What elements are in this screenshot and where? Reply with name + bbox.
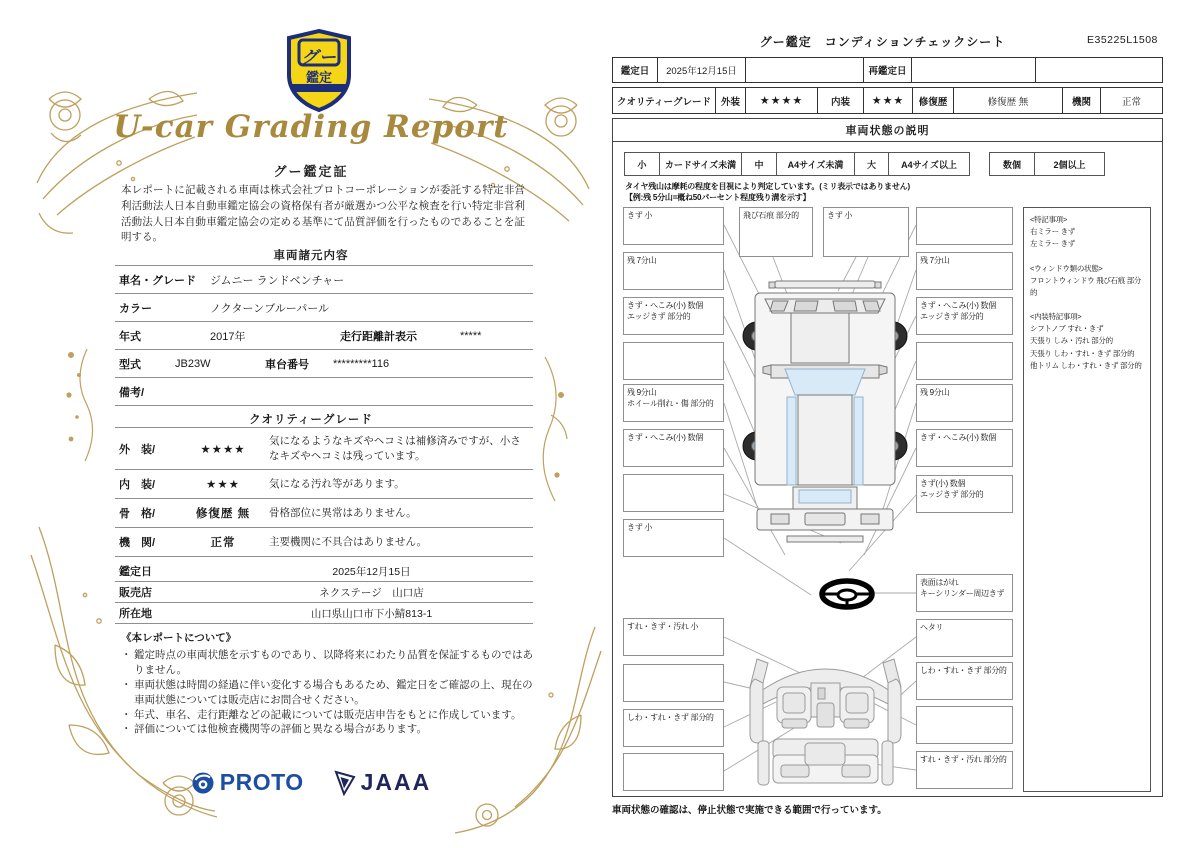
remarks-panel xyxy=(1023,207,1151,792)
vehicle-condition-box xyxy=(612,118,1163,797)
remarks-line: 天張り しわ・すれ・きず 部分的 xyxy=(1030,348,1135,358)
steering-wheel-icon xyxy=(818,578,876,610)
spec-label: 走行距離計表示 xyxy=(340,330,417,343)
date-label-cell: 鑑定日 xyxy=(613,58,658,82)
quality-grade-table xyxy=(115,427,533,557)
grade-row-engine xyxy=(115,528,533,557)
damage-note-box xyxy=(739,207,813,257)
remarks-line: <ウィンドウ類の状態> xyxy=(1030,263,1103,273)
jaaa-wordmark: JAAA xyxy=(360,769,432,795)
remarks-line: 左ミラー きず xyxy=(1030,239,1075,249)
grade-stars: ★★★★ xyxy=(200,443,246,456)
count-legend-key: 数個 xyxy=(990,153,1035,175)
car-top-view-diagram xyxy=(741,279,909,544)
damage-note-box xyxy=(916,662,1013,700)
spec-value: 2017年 xyxy=(210,330,246,343)
jaaa-triangle-icon xyxy=(334,770,356,796)
repair-label: 修復歴 xyxy=(913,88,954,113)
count-legend-table xyxy=(989,152,1105,176)
damage-note-box xyxy=(916,706,1013,744)
size-legend-key: 小 xyxy=(625,153,660,175)
size-legend-desc: A4サイズ未満 xyxy=(777,153,855,175)
empty-cell xyxy=(746,58,864,82)
remarks-line: <特記事項> xyxy=(1030,215,1067,224)
sheet-title: グー鑑定 コンディションチェックシート xyxy=(759,35,1006,49)
note-line: しわ・すれ・きず 部分的 xyxy=(627,713,714,722)
spec-value: ジムニー ランドベンチャー xyxy=(210,274,345,287)
meta-value: 2025年12月15日 xyxy=(332,565,411,578)
damage-note-box xyxy=(823,207,909,257)
badge-goo-text: グー xyxy=(301,48,337,67)
remarks-line: フロントウィンドウ 飛び石痕 部分的 xyxy=(1030,275,1142,297)
grade-value: 正常 xyxy=(210,537,236,550)
note-line: きず・へこみ(小) 数個 xyxy=(627,301,703,310)
damage-note-box xyxy=(623,474,724,512)
spec-section-title: 車両諸元内容 xyxy=(273,250,349,262)
grade-section-title: クオリティーグレード xyxy=(249,414,373,426)
note-line: エッジきず 部分的 xyxy=(920,312,984,322)
note-line: 飛び石痕 部分的 xyxy=(743,211,799,220)
spec-value: ***** xyxy=(460,329,482,342)
remarks-line: シフトノブ すれ・きず xyxy=(1030,324,1104,334)
meta-value: ネクステージ 山口店 xyxy=(319,586,424,599)
redate-label-cell: 再鑑定日 xyxy=(864,58,912,82)
tire-tread-note: タイヤ残山は摩耗の程度を目視により判定しています。(ミリ表示ではありません) xyxy=(625,182,910,191)
damage-note-box xyxy=(623,664,724,702)
remarks-line: <内装特記事項> xyxy=(1030,312,1082,322)
remarks-line: 他トリム しわ・すれ・きず 部分的 xyxy=(1030,360,1142,370)
meta-label: 鑑定日 xyxy=(119,566,152,578)
spec-row-remarks xyxy=(115,378,533,406)
note-line: 残 7分山 xyxy=(627,256,657,265)
meta-label: 所在地 xyxy=(119,608,152,620)
proto-wordmark: PROTO xyxy=(219,769,304,795)
appraisal-meta-table xyxy=(115,561,533,624)
spec-row-color xyxy=(115,294,533,322)
meta-row-address xyxy=(115,603,533,624)
meta-label: 販売店 xyxy=(119,587,152,599)
vehicle-spec-table xyxy=(115,265,533,406)
repair-value: 修復歴 無 xyxy=(954,88,1063,113)
spec-label: 型式 xyxy=(119,358,141,371)
remarks-line xyxy=(1030,299,1146,311)
damage-note-box xyxy=(916,384,1013,422)
spec-label: 車名・グレード xyxy=(119,274,196,287)
spec-label: 年式 xyxy=(119,330,141,343)
note-line: キーシリンダー周辺きず xyxy=(920,589,1005,599)
spec-label: 備考/ xyxy=(119,386,145,399)
grade-bar-title: クオリティーグレード xyxy=(613,88,716,113)
note-line: きず 小 xyxy=(627,523,653,532)
grade-label: 機 関/ xyxy=(119,537,156,550)
damage-note-box xyxy=(916,297,1013,335)
size-legend-key: 大 xyxy=(855,153,889,175)
damage-note-box xyxy=(623,342,724,380)
note-line: きず 小 xyxy=(627,211,653,220)
grading-report-page xyxy=(35,25,587,837)
interior-stars: ★★★ xyxy=(864,88,913,113)
meta-value: 山口県山口市下小鯖813-1 xyxy=(310,607,433,620)
sheet-number: E35225L1508 xyxy=(1087,34,1158,46)
damage-note-box xyxy=(916,751,1013,789)
damage-note-box xyxy=(916,252,1013,290)
note-line: 残 7分山 xyxy=(920,256,950,265)
interior-top-view-diagram xyxy=(745,643,906,791)
gold-swirl-ornament-icon xyxy=(527,355,573,505)
gold-dots-ornament-icon xyxy=(57,345,97,465)
grade-description: 気になる汚れ等があります。 xyxy=(269,478,405,491)
note-line: エッジきず 部分的 xyxy=(920,490,984,500)
note-line: きず・へこみ(小) 数個 xyxy=(627,433,703,442)
about-item: ・ 鑑定時点の車両状態を示すものであり、以降将来にわたり品質を保証するものではありません。 xyxy=(121,648,541,678)
badge-kantei-text: 鑑定 xyxy=(305,70,332,85)
damage-note-box xyxy=(916,429,1013,467)
about-item: ・ 評価については他検査機関等の評価と異なる場合があります。 xyxy=(121,722,541,737)
goo-kantei-badge xyxy=(285,29,353,113)
interior-label: 内装 xyxy=(818,88,864,113)
spec-value: ノクターンブルーパール xyxy=(210,302,330,315)
meta-row-dealer xyxy=(115,582,533,603)
grade-description: 気になるようなキズやヘコミは補修済みですが、小さなキズやヘコミは残っています。 xyxy=(269,435,521,462)
spec-row-name xyxy=(115,266,533,294)
certificate-statement: 本レポートに記載される車両は株式会社プロトコーポレーションが委託する特定非営利活動法人日本自動車鑑定協会の資格保有者が厳選かつ公平な検査を行い特定非営利活動法人日本自動車鑑定協会の定める基準にて品質評価を行ったものであることを証明する。 xyxy=(121,184,525,244)
remarks-line: 右ミラー きず xyxy=(1030,227,1075,237)
engine-value: 正常 xyxy=(1121,96,1141,108)
note-line: きず・へこみ(小) 数個 xyxy=(920,301,996,310)
engine-label: 機関 xyxy=(1063,88,1101,113)
empty-cell xyxy=(1036,58,1162,82)
certificate-subtitle: グー鑑定証 xyxy=(273,164,349,179)
note-line: ヘタリ xyxy=(920,623,944,632)
grade-label: 骨 格/ xyxy=(119,508,156,521)
condition-check-sheet-page xyxy=(600,25,1170,837)
grade-description: 主要機関に不具合はありません。 xyxy=(269,536,428,549)
size-legend-table xyxy=(624,152,970,176)
note-line: 残 9分山 xyxy=(920,388,950,397)
appraisal-date-table xyxy=(612,57,1163,83)
spec-label: 車台番号 xyxy=(265,358,309,371)
damage-note-box xyxy=(623,753,724,791)
grade-row-frame xyxy=(115,499,533,528)
exterior-stars: ★★★★ xyxy=(746,88,818,113)
note-line: きず 小 xyxy=(827,211,853,220)
about-list xyxy=(121,648,541,737)
damage-note-box xyxy=(623,384,724,422)
jaaa-logo xyxy=(334,769,432,796)
spec-row-year xyxy=(115,322,533,350)
note-line: ホイール削れ・傷 部分的 xyxy=(627,399,714,409)
size-legend-key: 中 xyxy=(742,153,777,175)
grade-row-exterior xyxy=(115,428,533,470)
grade-stars: ★★★ xyxy=(206,479,240,492)
note-line: エッジきず 部分的 xyxy=(627,312,691,322)
damage-note-box xyxy=(623,207,724,245)
grade-value: 修復歴 無 xyxy=(195,508,251,521)
note-line: きず・へこみ(小) 数個 xyxy=(920,433,996,442)
note-line: きず(小) 数個 xyxy=(920,479,966,488)
damage-note-box xyxy=(623,618,724,656)
size-legend-desc: カードサイズ未満 xyxy=(660,153,742,175)
proto-globe-icon xyxy=(191,771,215,795)
grade-label: 外 装/ xyxy=(119,443,156,456)
note-line: すれ・きず・汚れ 部分的 xyxy=(920,755,1007,764)
grade-row-interior xyxy=(115,470,533,499)
about-report-notes xyxy=(121,631,541,737)
note-line: しわ・すれ・きず 部分的 xyxy=(920,666,1007,675)
note-line: すれ・きず・汚れ 小 xyxy=(627,622,699,631)
spec-row-model xyxy=(115,350,533,378)
about-title: 《本レポートについて》 xyxy=(121,632,237,644)
redate-value-cell xyxy=(912,58,1036,82)
damage-note-box xyxy=(916,207,1013,245)
spec-value: *********116 xyxy=(333,357,390,370)
grade-description: 骨格部位に異常はありません。 xyxy=(269,507,417,520)
note-line: 表面はがれ xyxy=(920,578,959,587)
about-item: ・ 車両状態は時間の経過に伴い変化する場合もあるため、鑑定日をご確認の上、現在の車両状態については販売店にお問合せください。 xyxy=(121,678,541,708)
damage-note-box xyxy=(916,574,1013,612)
footer-logos xyxy=(35,769,587,796)
note-line: 残 9分山 xyxy=(627,388,657,397)
about-item: ・ 年式、車名、走行距離などの記載については販売店申告をもとに作成しています。 xyxy=(121,708,541,723)
damage-note-box xyxy=(916,619,1013,657)
damage-note-box xyxy=(623,297,724,335)
report-title: U-car Grading Report xyxy=(113,109,509,145)
size-legend-desc: A4サイズ以上 xyxy=(901,159,957,170)
inspection-scope-note: 車両状態の確認は、停止状態で実施できる範囲で行っています。 xyxy=(612,805,887,816)
spec-value: JB23W xyxy=(175,357,211,370)
damage-note-box xyxy=(623,709,724,747)
quality-grade-bar xyxy=(612,87,1163,114)
condition-section-title: 車両状態の説明 xyxy=(613,119,1162,142)
remarks-line: 天張り しみ・汚れ 部分的 xyxy=(1030,336,1113,346)
damage-note-box xyxy=(916,475,1013,513)
damage-note-box xyxy=(623,252,724,290)
meta-row-date xyxy=(115,561,533,582)
tire-tread-example: 【例:残 5分山=概ね50パーセント程度残り溝を示す】 xyxy=(625,193,811,202)
damage-note-box xyxy=(623,519,724,557)
proto-logo xyxy=(191,769,304,796)
remarks-line xyxy=(1030,250,1146,262)
grade-label: 内 装/ xyxy=(119,479,156,492)
damage-note-box xyxy=(623,429,724,467)
exterior-label: 外装 xyxy=(716,88,746,113)
damage-note-box xyxy=(916,342,1013,380)
date-value-cell: 2025年12月15日 xyxy=(658,58,746,82)
count-legend-desc: 2個以上 xyxy=(1053,159,1086,170)
spec-label: カラー xyxy=(119,302,152,315)
